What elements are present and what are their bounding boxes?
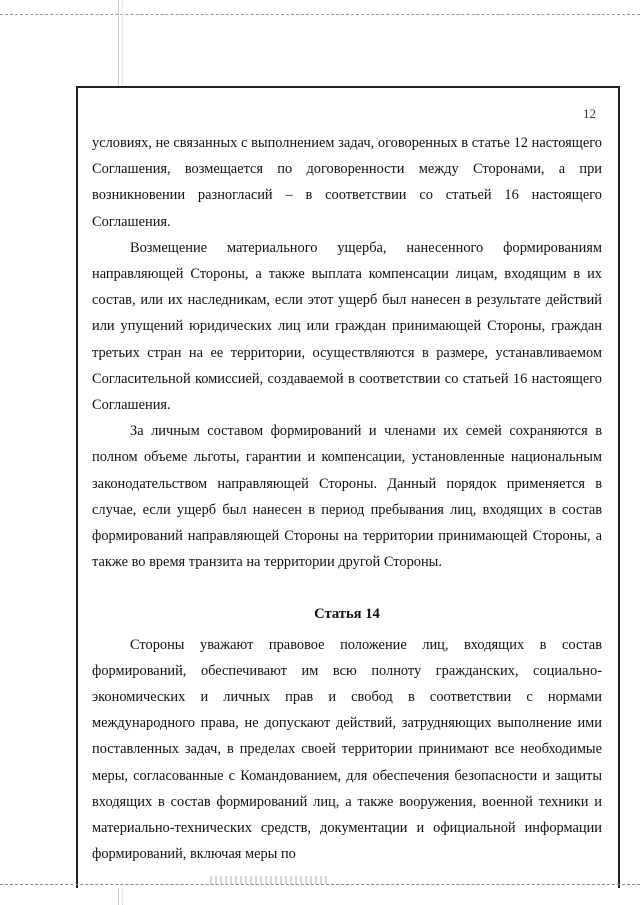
- paragraph-article-14: Стороны уважают правовое положение лиц, входящих в состав формирований, обеспечивают им всю полноту гражданских, социально-экономических и личных прав и свобод в соответствии с нормами международного права, не допускают действий, затрудняющих выполнение ими поставленных задач, в пределах своей территории принимают все необходимые меры, согласованные с Командованием, для обеспечения безопасности и защиты входящих в состав формирований лиц, а также вооружения, военной техники и материально-технических средств, документации и официальной информации формирований, включая меры по: [92, 636, 602, 863]
- document-page: [76, 86, 620, 888]
- page-number: 12: [583, 106, 596, 121]
- paragraph-damage-compensation: Возмещение материального ущерба, нанесенного формированиям направляющей Стороны, а также выплата компенсации лицам, входящим в их состав, или их наследникам, если этот ущерб был нанесен в результате действий или упущений юридических лиц или граждан принимающей Стороны, граждан третьих стран на ее территории, осуществляются в размере, устанавливаемом Согласительной комиссией, создаваемой в соответствии со статьей 16 настоящего Соглашения.: [92, 239, 602, 414]
- scan-border-top: [0, 14, 640, 15]
- scan-artifact: [210, 876, 330, 884]
- article-heading: Статья 14: [314, 606, 380, 623]
- paragraph-continuation: условиях, не связанных с выполнением задач, оговоренных в статье 12 настоящего Соглашения, возмещается по договоренности между Сторонами, а при возникновении разногласий – в соответствии со статьей 16 настоящего Соглашения.: [92, 135, 602, 230]
- scan-border-bottom: [0, 884, 640, 885]
- document-body: [92, 130, 602, 867]
- paragraph-benefits: За личным составом формирований и членами их семей сохраняются в полном объеме льготы, гарантии и компенсации, установленные национальным законодательством направляющей Стороны. Данный порядок применяется в случае, если ущерб был нанесен в период пребывания лиц, входящих в состав формирований направляющей Стороны на территории принимающей Стороны, а также во время транзита на территории другой Стороны.: [92, 423, 602, 571]
